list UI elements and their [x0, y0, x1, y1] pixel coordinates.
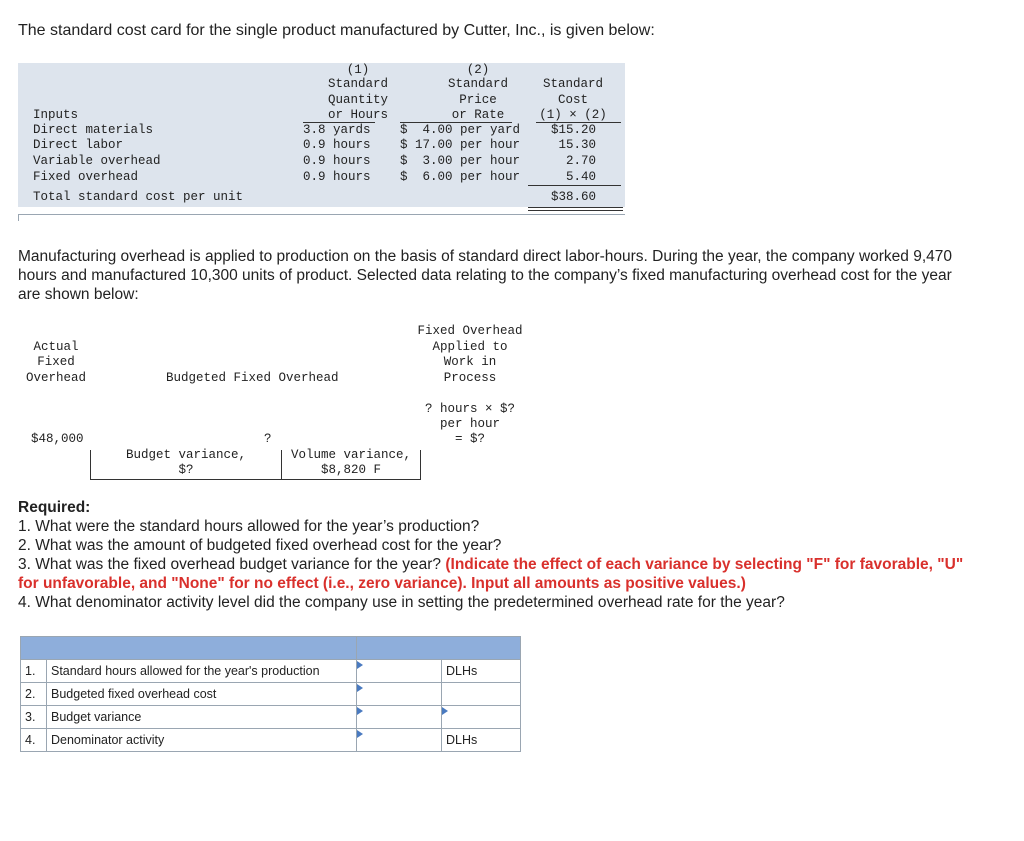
dropdown-marker-icon	[357, 661, 363, 669]
answer-row-label: Denominator activity	[47, 729, 357, 752]
question-4: 4. What denominator activity level did the company use in setting the predetermined overhead rate for the year?	[18, 594, 785, 611]
applied-label-2: Applied to	[432, 340, 508, 354]
standard-cost-card	[18, 63, 625, 207]
total-label: Total standard cost per unit	[33, 190, 244, 204]
row-label-fixed-overhead: Fixed overhead	[33, 170, 139, 184]
budget-variance-value: $?	[178, 463, 194, 477]
row-rate-variable-overhead: $ 3.00 per hour	[400, 154, 521, 168]
total-double-underline-2	[528, 210, 623, 211]
answer-table-header	[21, 637, 521, 660]
question-3-instruction: (Indicate the effect of each variance by selecting "F" for favorable, "U" for unfavorable, and "None" for no effect (i.e., zero variance). Input all amounts as positive values.)	[18, 556, 964, 592]
col3-header-1: Standard	[542, 77, 603, 91]
applied-label-4: Process	[443, 371, 497, 385]
col1-header-4: or Hours	[327, 108, 388, 122]
description-paragraph: Manufacturing overhead is applied to production on the basis of standard direct labor-hours. During the year, the company worked 9,470 hours and manufactured 10,300 units of product. Selected data relating to the company’s fixed manufacturing overhead cost for the year are shown below:	[18, 248, 953, 303]
standard-hours-input[interactable]	[357, 660, 442, 683]
subtotal-underline	[528, 185, 621, 186]
row-label-direct-labor: Direct labor	[33, 138, 124, 152]
applied-formula-3: = $?	[454, 432, 485, 446]
actual-value: $48,000	[31, 432, 84, 446]
denominator-activity-input[interactable]	[357, 729, 442, 752]
answer-row-2	[21, 683, 521, 706]
row-cost-variable-overhead: 2.70	[565, 154, 596, 168]
answer-row-4	[21, 729, 521, 752]
col2-header-2: Standard	[447, 77, 508, 91]
row-rate-direct-labor: $ 17.00 per hour	[400, 138, 521, 152]
col2-header-4: or Rate	[451, 108, 505, 122]
answer-row-number: 2.	[21, 683, 47, 706]
dropdown-marker-icon	[357, 730, 363, 738]
row-label-variable-overhead: Variable overhead	[33, 154, 161, 168]
row-qty-variable-overhead: 0.9 hours	[303, 154, 371, 168]
col2-header-3: Price	[459, 93, 497, 107]
dropdown-marker-icon	[357, 684, 363, 692]
row-rate-direct-materials: $ 4.00 per yard	[400, 123, 521, 137]
applied-formula-2: per hour	[439, 417, 500, 431]
answer-row-3	[21, 706, 521, 729]
middle-bracket-line	[281, 450, 282, 480]
col1-header-1: (1)	[346, 63, 370, 77]
answer-row-unit	[442, 683, 521, 706]
answer-row-label: Budgeted fixed overhead cost	[47, 683, 357, 706]
bracket-bottom-line	[90, 479, 421, 480]
col1-header-3: Quantity	[327, 93, 388, 107]
budgeted-label: Budgeted Fixed Overhead	[166, 371, 339, 385]
budget-variance-effect-select[interactable]	[442, 706, 521, 729]
actual-label-1: Actual	[33, 340, 79, 354]
row-cost-direct-labor: 15.30	[558, 138, 596, 152]
dropdown-marker-icon	[442, 707, 448, 715]
col1-header-2: Standard	[327, 77, 388, 91]
row-cost-direct-materials: $15.20	[550, 123, 596, 137]
required-heading: Required:	[18, 499, 91, 516]
actual-label-2: Fixed	[37, 355, 75, 369]
budgeted-value: ?	[264, 432, 272, 446]
required-section	[18, 498, 988, 612]
answer-row-unit: DLHs	[442, 729, 521, 752]
budget-variance-input[interactable]	[357, 706, 442, 729]
row-cost-fixed-overhead: 5.40	[565, 170, 596, 184]
inputs-label: Inputs	[33, 108, 79, 122]
intro-text: The standard cost card for the single product manufactured by Cutter, Inc., is given below:	[18, 22, 655, 39]
answer-row-1	[21, 660, 521, 683]
budgeted-fixed-overhead-input[interactable]	[357, 683, 442, 706]
row-qty-direct-materials: 3.8 yards	[303, 123, 371, 137]
col3-header-2: Cost	[557, 93, 588, 107]
card-bottom-tick	[18, 214, 19, 221]
applied-label-3: Work in	[443, 355, 497, 369]
answer-row-label: Budget variance	[47, 706, 357, 729]
left-bracket-line	[90, 450, 91, 480]
answer-table	[20, 636, 521, 752]
question-1: 1. What were the standard hours allowed for the year’s production?	[18, 518, 480, 535]
budget-variance-label: Budget variance,	[125, 448, 247, 462]
volume-variance-value: $8,820 F	[320, 463, 381, 477]
row-qty-fixed-overhead: 0.9 hours	[303, 170, 371, 184]
question-2: 2. What was the amount of budgeted fixed overhead cost for the year?	[18, 537, 502, 554]
row-label-direct-materials: Direct materials	[33, 123, 154, 137]
col3-header-3: (1) × (2)	[539, 108, 607, 122]
answer-row-number: 3.	[21, 706, 47, 729]
card-bottom-border	[18, 214, 625, 215]
row-rate-fixed-overhead: $ 6.00 per hour	[400, 170, 521, 184]
dropdown-marker-icon	[357, 707, 363, 715]
answer-row-number: 4.	[21, 729, 47, 752]
actual-label-3: Overhead	[25, 371, 86, 385]
answer-row-label: Standard hours allowed for the year's production	[47, 660, 357, 683]
total-value: $38.60	[550, 190, 596, 204]
total-double-underline-1	[528, 207, 623, 208]
col2-header-1: (2)	[466, 63, 490, 77]
answer-row-unit: DLHs	[442, 660, 521, 683]
volume-variance-label: Volume variance,	[290, 448, 412, 462]
right-bracket-line	[420, 450, 421, 480]
answer-row-number: 1.	[21, 660, 47, 683]
row-qty-direct-labor: 0.9 hours	[303, 138, 371, 152]
applied-label-1: Fixed Overhead	[417, 324, 523, 338]
question-3: 3. What was the fixed overhead budget variance for the year?	[18, 556, 442, 573]
applied-formula-1: ? hours × $?	[424, 402, 515, 416]
